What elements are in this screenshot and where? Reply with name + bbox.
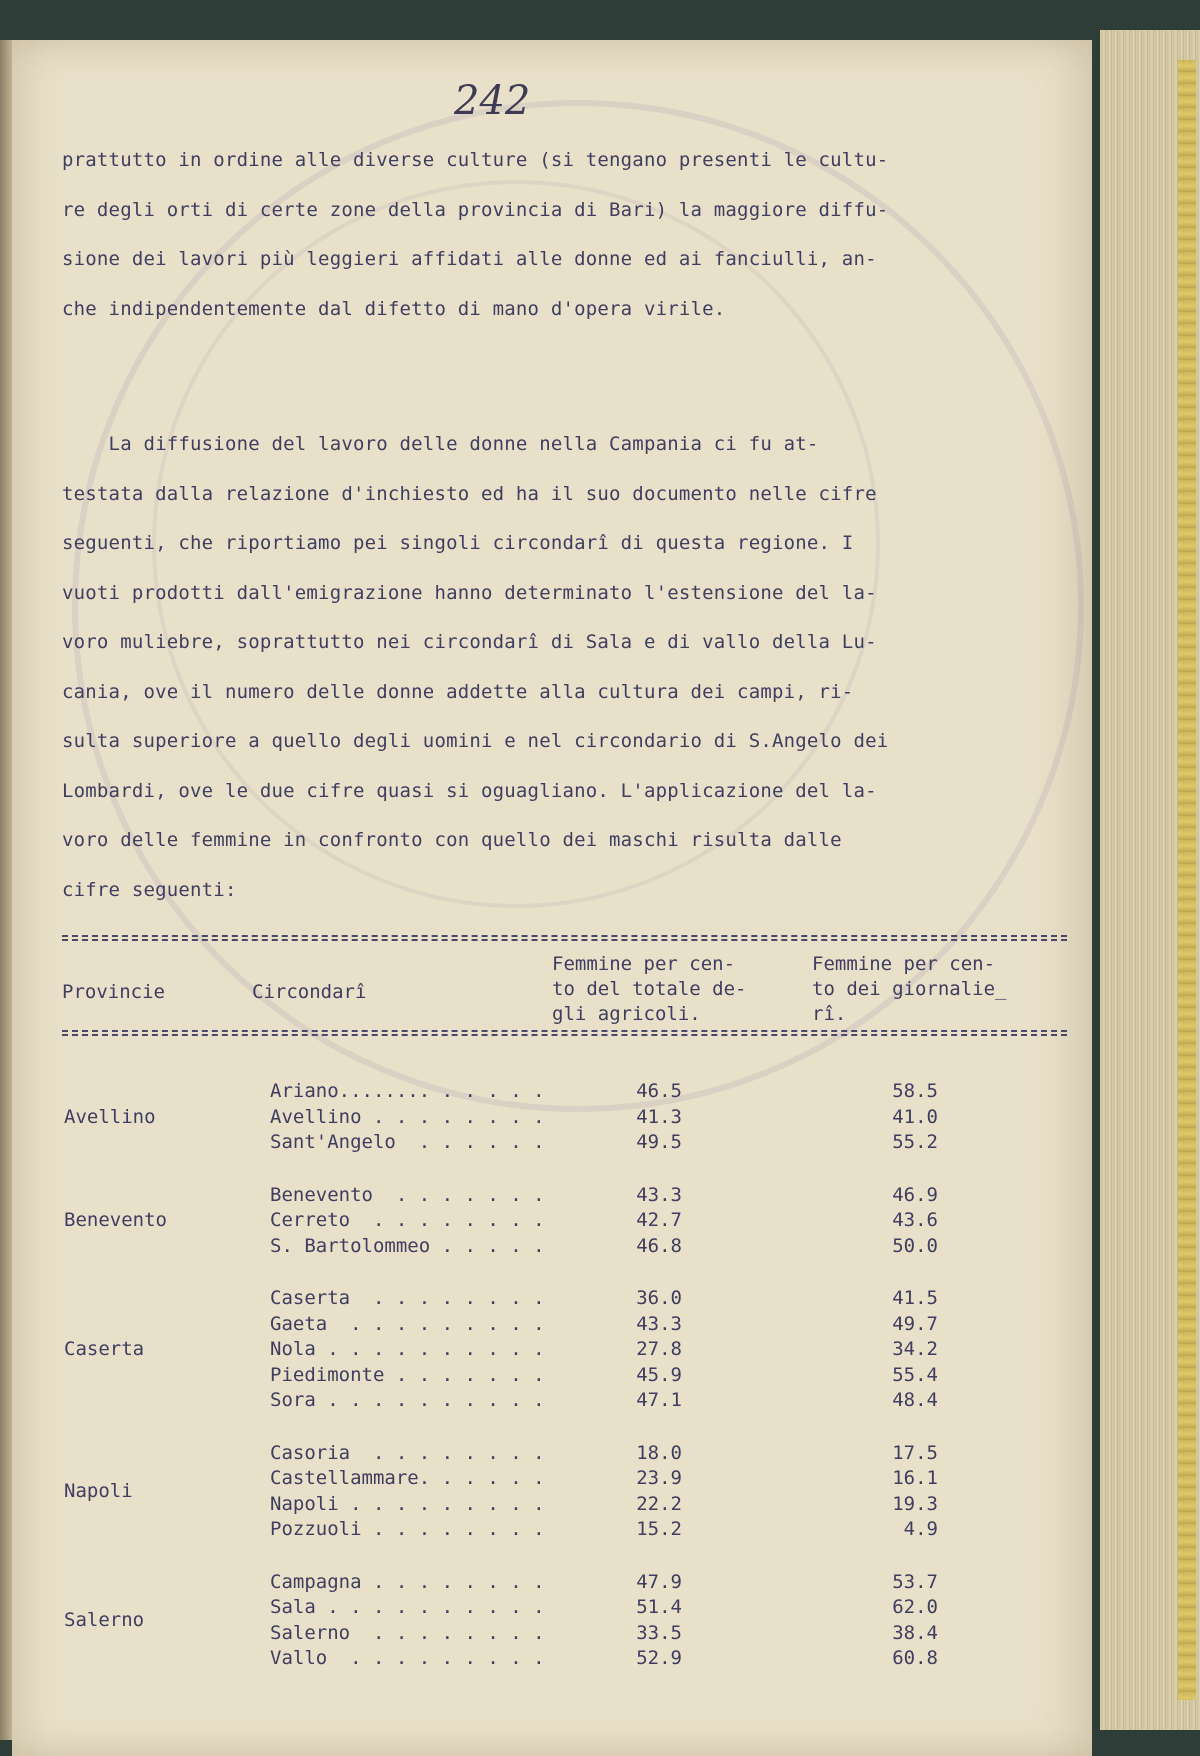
table-circondario: Napoli . . . . . . . . . [270,1492,545,1515]
header-col4-line: to dei giornalie_ [812,978,1007,1000]
table-value-giornalieri: 49.7 [892,1312,938,1335]
header-col4-line: Femmine per cen- [812,953,996,975]
table-value-totale: 52.9 [636,1647,682,1669]
table-circondario: Salerno . . . . . . . . [270,1621,545,1644]
table-circondario: Sala . . . . . . . . . . [270,1596,545,1618]
table-circondario: Cerreto . . . . . . . . [270,1209,545,1231]
table-circondario: Campagna . . . . . . . . [270,1570,545,1593]
table-value-totale: 43.3 [636,1312,682,1335]
header-col3-line: gli agricoli. [552,1003,701,1025]
table-value-totale: 46.5 [636,1080,682,1102]
header-col3-line: Femmine per cen- [552,953,736,975]
paragraph-2-line: cifre seguenti: [62,878,237,901]
header-circondari: Circondarî [252,981,367,1003]
table-value-giornalieri: 41.5 [892,1287,938,1309]
table-value-totale: 36.0 [636,1287,682,1309]
header-femmine-giornalieri [812,952,1006,1027]
table-province: Salerno [64,1608,145,1631]
table-value-giornalieri: 48.4 [892,1389,938,1411]
table-value-totale: 42.7 [636,1209,682,1231]
table-value-giornalieri: 53.7 [892,1570,938,1593]
table-value-totale: 47.9 [636,1570,682,1593]
header-provincie: Provincie [62,981,165,1003]
table-circondario: Gaeta . . . . . . . . . [270,1312,545,1335]
table-province: Caserta [64,1338,145,1360]
table-value-giornalieri: 58.5 [892,1080,938,1102]
table-circondario: Castellammare. . . . . . [270,1467,545,1489]
paragraph-2-line: cania, ove il numero delle donne addette alla cultura dei campi, ri- [62,680,854,703]
paragraph-1-line: prattutto in ordine alle diverse culture (si tengano presenti le cultu- [62,149,889,171]
table-top-rule-2 [62,939,1067,941]
table-value-totale: 43.3 [636,1183,682,1206]
page-number: 242 [454,78,531,124]
table-header-rule-2 [62,1034,1067,1036]
table-circondario: S. Bartolommeo . . . . . [270,1234,545,1257]
paragraph-2 [62,420,1042,915]
table-province: Benevento [64,1209,167,1231]
table-value-totale: 15.2 [636,1518,682,1540]
table-value-giornalieri: 41.0 [892,1105,938,1128]
table-value-totale: 45.9 [636,1363,682,1386]
table-circondario: Piedimonte . . . . . . . [270,1363,545,1386]
paragraph-2-line: Lombardi, ove le due cifre quasi si oguagliano. L'applicazione del la- [62,779,877,802]
table-value-giornalieri: 16.1 [892,1467,938,1489]
table-circondario: Sora . . . . . . . . . . [270,1389,545,1411]
paragraph-1-line: sione dei lavori più leggieri affidati alle donne ed ai fanciulli, an- [62,248,877,270]
table-value-totale: 27.8 [636,1338,682,1360]
table-value-giornalieri: 19.3 [892,1492,938,1515]
table-value-totale: 18.0 [636,1441,682,1464]
paragraph-1-line: che indipendentemente dal difetto di mano d'opera virile. [62,297,726,320]
table-value-giornalieri: 43.6 [892,1209,938,1231]
table-value-totale: 23.9 [636,1467,682,1489]
paragraph-2-line: testata dalla relazione d'inchiesto ed ha il suo documento nelle cifre [62,482,877,505]
table-top-rule [62,935,1067,937]
table-value-totale: 22.2 [636,1492,682,1515]
paragraph-1-line: re degli orti di certe zone della provincia di Bari) la maggiore diffu- [62,198,889,221]
table-value-giornalieri: 38.4 [892,1621,938,1644]
document-page [12,40,1092,1756]
table-province: Napoli [64,1479,133,1502]
table-circondario: Sant'Angelo . . . . . . [270,1131,545,1153]
paragraph-2-line: sulta superiore a quello degli uomini e nel circondario di S.Angelo dei [62,730,889,752]
table-value-giornalieri: 4.9 [903,1518,938,1540]
table-circondario: Benevento . . . . . . . [270,1183,545,1206]
table-value-giornalieri: 46.9 [892,1183,938,1206]
paragraph-2-line: voro muliebre, soprattutto nei circondarî di Sala e di vallo della Lu- [62,631,877,653]
table-header-rule [62,1030,1067,1032]
table-province: Avellino [64,1105,156,1128]
table-value-giornalieri: 60.8 [892,1647,938,1669]
table-value-totale: 47.1 [636,1389,682,1411]
header-col3-line: to del totale de- [552,978,747,1000]
table-value-giornalieri: 55.2 [892,1131,938,1153]
paragraph-1 [62,136,1042,334]
table-value-totale: 51.4 [636,1596,682,1618]
table-circondario: Vallo . . . . . . . . . [270,1647,545,1669]
table-value-totale: 41.3 [636,1105,682,1128]
table-value-giornalieri: 55.4 [892,1363,938,1386]
table-circondario: Pozzuoli . . . . . . . . [270,1518,545,1540]
table-value-giornalieri: 17.5 [892,1441,938,1464]
table-circondario: Casoria . . . . . . . . [270,1441,545,1464]
paragraph-2-line: voro delle femmine in confronto con quello dei maschi risulta dalle [62,829,842,851]
table-circondario: Ariano........ . . . . . [270,1080,545,1102]
table-value-giornalieri: 34.2 [892,1338,938,1360]
paragraph-2-line: seguenti, che riportiamo pei singoli circondarî di questa regione. I [62,532,854,554]
paragraph-2-line: La diffusione del lavoro delle donne nella Campania ci fu at- [62,433,819,455]
table-circondario: Avellino . . . . . . . . [270,1105,545,1128]
table-circondario: Nola . . . . . . . . . . [270,1338,545,1360]
table-value-totale: 49.5 [636,1131,682,1153]
table-value-totale: 33.5 [636,1621,682,1644]
page-edge-stain [1178,60,1196,1700]
header-col4-line: rî. [812,1003,847,1025]
header-femmine-totale [552,952,746,1027]
table-value-totale: 46.8 [636,1234,682,1257]
paragraph-2-line: vuoti prodotti dall'emigrazione hanno determinato l'estensione del la- [62,581,877,604]
table-value-giornalieri: 50.0 [892,1234,938,1257]
table-value-giornalieri: 62.0 [892,1596,938,1618]
table-circondario: Caserta . . . . . . . . [270,1287,545,1309]
